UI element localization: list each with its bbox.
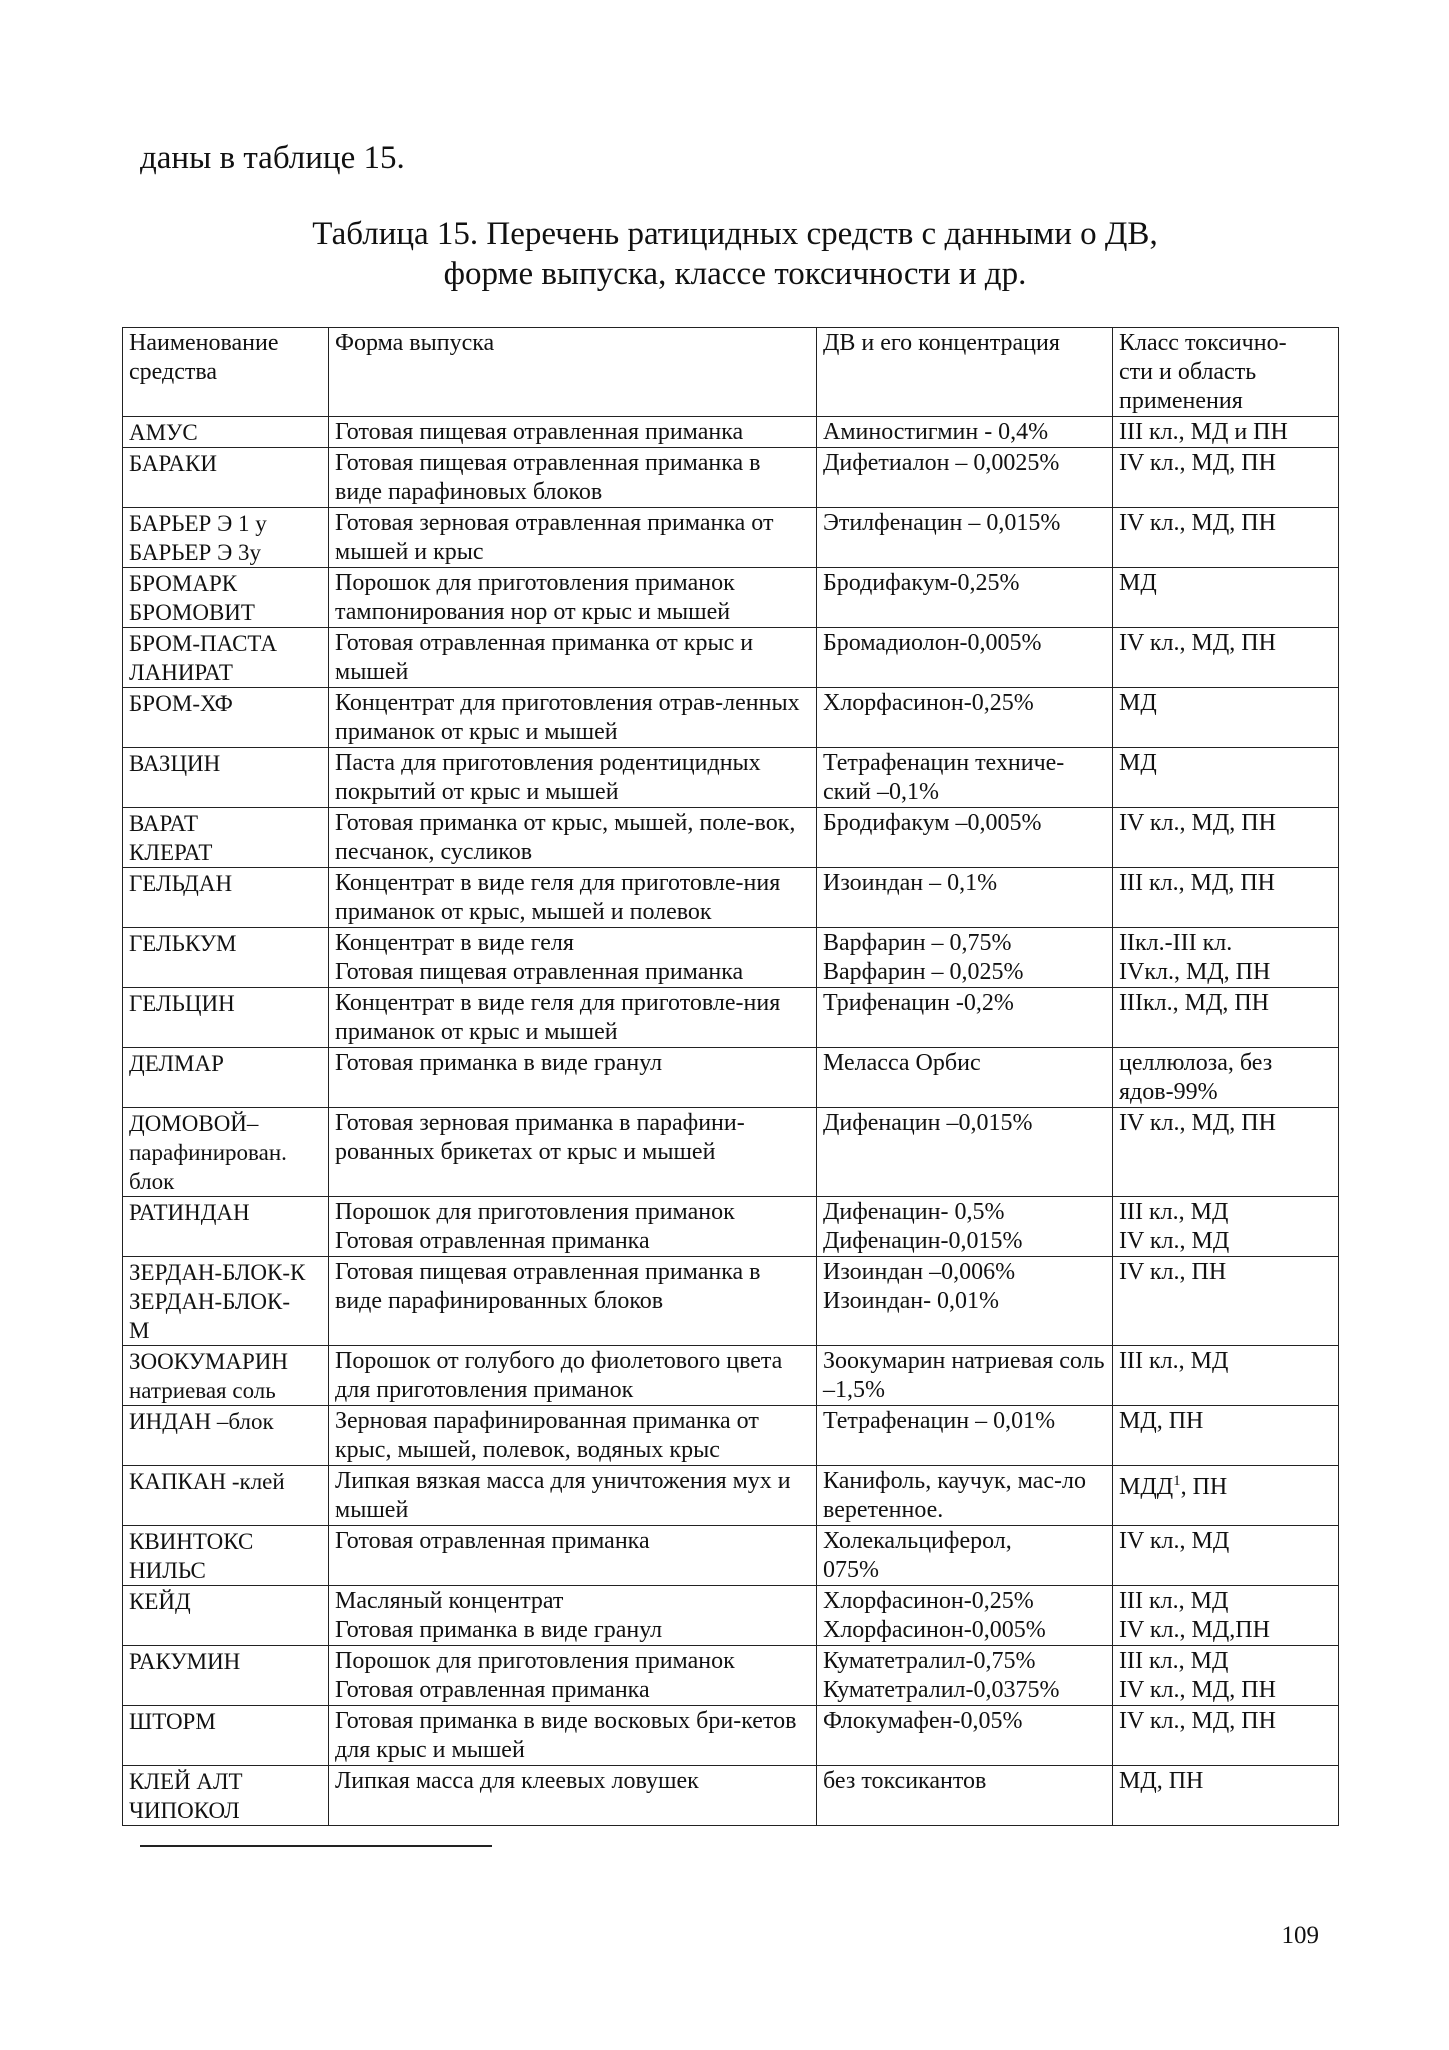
dv-cell: Холекальциферол, 075% <box>817 1526 1113 1586</box>
form-cell: Готовая пищевая отравленная приманка в виде парафиновых блоков <box>329 448 817 508</box>
header-dv: ДВ и его концентрация <box>817 328 1113 417</box>
name-cell: ИНДАН –блок <box>123 1406 329 1466</box>
header-class: Класс токсично- сти и область применения <box>1113 328 1339 417</box>
class-cell: МД <box>1113 748 1339 808</box>
class-cell: МД <box>1113 568 1339 628</box>
table-row <box>123 1048 1339 1108</box>
table-row <box>123 1586 1339 1646</box>
class-cell: IV кл., МД, ПН <box>1113 448 1339 508</box>
dv-cell: Куматетралил-0,75% Куматетралил-0,0375% <box>817 1646 1113 1706</box>
class-cell: целлюлоза, без ядов-99% <box>1113 1048 1339 1108</box>
form-cell: Порошок для приготовления приманок Готовая отравленная приманка <box>329 1646 817 1706</box>
form-cell: Концентрат в виде геля Готовая пищевая отравленная приманка <box>329 928 817 988</box>
form-cell: Паста для приготовления родентицидных покрытий от крыс и мышей <box>329 748 817 808</box>
dv-cell: Дифенацин –0,015% <box>817 1108 1113 1197</box>
class-cell <box>1113 1466 1339 1526</box>
class-cell: III кл., МД IV кл., МД <box>1113 1197 1339 1257</box>
class-cell: МД <box>1113 688 1339 748</box>
class-text: МДД <box>1119 1474 1174 1500</box>
name-cell: ЗООКУМАРИН натриевая соль <box>123 1346 329 1406</box>
table-row <box>123 748 1339 808</box>
class-cell: IIIкл., МД, ПН <box>1113 988 1339 1048</box>
class-cell: III кл., МД IV кл., МД,ПН <box>1113 1586 1339 1646</box>
form-cell: Готовая отравленная приманка от крыс и мышей <box>329 628 817 688</box>
name-cell: АМУС <box>123 417 329 448</box>
name-cell: БРОМАРК БРОМОВИТ <box>123 568 329 628</box>
table-row <box>123 988 1339 1048</box>
intro-text: даны в таблице 15. <box>140 140 405 176</box>
name-cell: БРОМ-ПАСТА ЛАНИРАТ <box>123 628 329 688</box>
dv-cell: Хлорфасинон-0,25% <box>817 688 1113 748</box>
class-cell: IV кл., МД <box>1113 1526 1339 1586</box>
class-cell: III кл., МД и ПН <box>1113 417 1339 448</box>
table-row <box>123 628 1339 688</box>
class-cell: III кл., МД IV кл., МД, ПН <box>1113 1646 1339 1706</box>
table-row <box>123 1706 1339 1766</box>
form-cell: Готовая приманка в виде восковых бри-кетов для крыс и мышей <box>329 1706 817 1766</box>
form-cell: Готовая приманка в виде гранул <box>329 1048 817 1108</box>
class-cell: III кл., МД <box>1113 1346 1339 1406</box>
table-row <box>123 1197 1339 1257</box>
form-cell: Зерновая парафинированная приманка от крыс, мышей, полевок, водяных крыс <box>329 1406 817 1466</box>
name-cell: ДОМОВОЙ– парафинирован. блок <box>123 1108 329 1197</box>
name-cell: ГЕЛЬДАН <box>123 868 329 928</box>
form-cell: Концентрат для приготовления отрав-ленных приманок от крыс и мышей <box>329 688 817 748</box>
form-cell: Концентрат в виде геля для приготовле-ния приманок от крыс и мышей <box>329 988 817 1048</box>
header-form: Форма выпуска <box>329 328 817 417</box>
table-row <box>123 568 1339 628</box>
class-cell: III кл., МД, ПН <box>1113 868 1339 928</box>
name-cell: РАКУМИН <box>123 1646 329 1706</box>
footnote-divider <box>140 1845 492 1847</box>
table-header-row <box>123 328 1339 417</box>
name-cell: ВАРАТ КЛЕРАТ <box>123 808 329 868</box>
table-row <box>123 1257 1339 1346</box>
table-row <box>123 448 1339 508</box>
table-row <box>123 1406 1339 1466</box>
table-row <box>123 417 1339 448</box>
table-row <box>123 1346 1339 1406</box>
dv-cell: Бродифакум-0,25% <box>817 568 1113 628</box>
dv-cell: Флокумафен-0,05% <box>817 1706 1113 1766</box>
name-cell: БАРАКИ <box>123 448 329 508</box>
name-cell: КАПКАН -клей <box>123 1466 329 1526</box>
dv-cell: Зоокумарин натриевая соль –1,5% <box>817 1346 1113 1406</box>
form-cell: Концентрат в виде геля для приготовле-ния приманок от крыс, мышей и полевок <box>329 868 817 928</box>
dv-cell: Хлорфасинон-0,25% Хлорфасинон-0,005% <box>817 1586 1113 1646</box>
class-cell: IV кл., МД, ПН <box>1113 1706 1339 1766</box>
form-cell: Готовая зерновая отравленная приманка от мышей и крыс <box>329 508 817 568</box>
name-cell: ШТОРМ <box>123 1706 329 1766</box>
dv-cell: Канифоль, каучук, мас-ло веретенное. <box>817 1466 1113 1526</box>
class-cell: IV кл., МД, ПН <box>1113 628 1339 688</box>
form-cell: Порошок для приготовления приманок Готовая отравленная приманка <box>329 1197 817 1257</box>
name-cell: КЕЙД <box>123 1586 329 1646</box>
class-text-tail: , ПН <box>1180 1474 1228 1500</box>
form-cell: Готовая пищевая отравленная приманка в виде парафинированных блоков <box>329 1257 817 1346</box>
form-cell: Липкая масса для клеевых ловушек <box>329 1766 817 1826</box>
dv-cell: Этилфенацин – 0,015% <box>817 508 1113 568</box>
dv-cell: Трифенацин -0,2% <box>817 988 1113 1048</box>
table-row <box>123 928 1339 988</box>
table-row <box>123 1766 1339 1826</box>
form-cell: Порошок для приготовления приманок тампонирования нор от крыс и мышей <box>329 568 817 628</box>
table-row <box>123 1466 1339 1526</box>
dv-cell: без токсикантов <box>817 1766 1113 1826</box>
dv-cell: Дифенацин- 0,5% Дифенацин-0,015% <box>817 1197 1113 1257</box>
table-row <box>123 688 1339 748</box>
table-body <box>123 417 1339 1826</box>
name-cell: ДЕЛМАР <box>123 1048 329 1108</box>
dv-cell: Бромадиолон-0,005% <box>817 628 1113 688</box>
form-cell: Липкая вязкая масса для уничтожения мух и мышей <box>329 1466 817 1526</box>
dv-cell: Варфарин – 0,75% Варфарин – 0,025% <box>817 928 1113 988</box>
form-cell: Готовая зерновая приманка в парафини-рованных брикетах от крыс и мышей <box>329 1108 817 1197</box>
class-cell: IV кл., ПН <box>1113 1257 1339 1346</box>
caption-line-1: Таблица 15. Перечень ратицидных средств с данными о ДВ, <box>312 216 1158 252</box>
name-cell: РАТИНДАН <box>123 1197 329 1257</box>
class-cell: МД, ПН <box>1113 1406 1339 1466</box>
table-row <box>123 1108 1339 1197</box>
form-cell: Готовая пищевая отравленная приманка <box>329 417 817 448</box>
dv-cell: Меласса Орбис <box>817 1048 1113 1108</box>
page-number: 109 <box>1281 1922 1319 1949</box>
table-row <box>123 808 1339 868</box>
table-row <box>123 508 1339 568</box>
form-cell: Готовая отравленная приманка <box>329 1526 817 1586</box>
class-cell: IIкл.-III кл. IVкл., МД, ПН <box>1113 928 1339 988</box>
class-cell: IV кл., МД, ПН <box>1113 1108 1339 1197</box>
class-cell: МД, ПН <box>1113 1766 1339 1826</box>
header-name: Наименование средства <box>123 328 329 417</box>
dv-cell: Аминостигмин - 0,4% <box>817 417 1113 448</box>
form-cell: Готовая приманка от крыс, мышей, поле-вок, песчанок, сусликов <box>329 808 817 868</box>
dv-cell: Изоиндан –0,006% Изоиндан- 0,01% <box>817 1257 1113 1346</box>
name-cell: ГЕЛЬКУМ <box>123 928 329 988</box>
table-row <box>123 1526 1339 1586</box>
name-cell: ЗЕРДАН-БЛОК-К ЗЕРДАН-БЛОК- М <box>123 1257 329 1346</box>
footnote-mark: 1 <box>1173 1473 1181 1489</box>
class-cell: IV кл., МД, ПН <box>1113 808 1339 868</box>
name-cell: ГЕЛЬЦИН <box>123 988 329 1048</box>
table-row <box>123 1646 1339 1706</box>
dv-cell: Бродифакум –0,005% <box>817 808 1113 868</box>
name-cell: КЛЕЙ АЛТ ЧИПОКОЛ <box>123 1766 329 1826</box>
name-cell: ВАЗЦИН <box>123 748 329 808</box>
raticide-table <box>122 327 1339 1826</box>
dv-cell: Изоиндан – 0,1% <box>817 868 1113 928</box>
dv-cell: Дифетиалон – 0,0025% <box>817 448 1113 508</box>
name-cell: КВИНТОКС НИЛЬС <box>123 1526 329 1586</box>
table-row <box>123 868 1339 928</box>
form-cell: Порошок от голубого до фиолетового цвета для приготовления приманок <box>329 1346 817 1406</box>
form-cell: Масляный концентрат Готовая приманка в виде гранул <box>329 1586 817 1646</box>
name-cell: БАРЬЕР Э 1 у БАРЬЕР Э 3у <box>123 508 329 568</box>
class-cell: IV кл., МД, ПН <box>1113 508 1339 568</box>
caption-line-2: форме выпуска, классе токсичности и др. <box>443 256 1027 292</box>
dv-cell: Тетрафенацин – 0,01% <box>817 1406 1113 1466</box>
dv-cell: Тетрафенацин техниче-ский –0,1% <box>817 748 1113 808</box>
name-cell: БРОМ-ХФ <box>123 688 329 748</box>
table-caption <box>120 214 1350 294</box>
